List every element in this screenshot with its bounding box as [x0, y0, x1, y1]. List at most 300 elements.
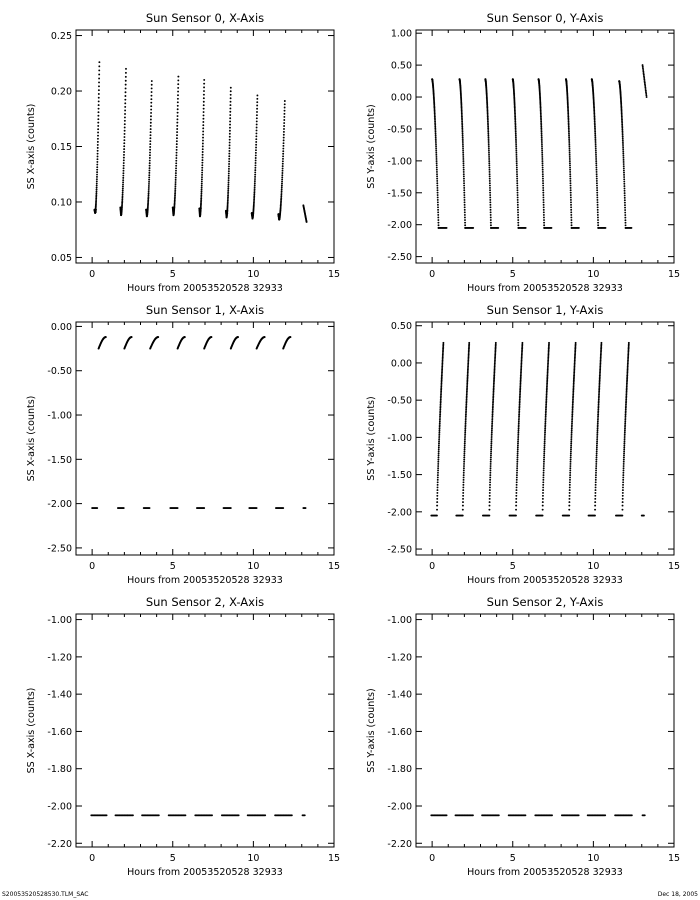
- data-point: [437, 479, 439, 481]
- data-point: [542, 476, 544, 478]
- data-point: [227, 191, 229, 193]
- data-point: [177, 91, 179, 93]
- data-point: [624, 207, 626, 209]
- data-point: [624, 197, 626, 199]
- data-point: [434, 127, 436, 129]
- data-point: [517, 443, 519, 445]
- data-point: [545, 409, 547, 411]
- data-point: [464, 449, 466, 451]
- data-point: [490, 457, 492, 459]
- data-point: [624, 430, 626, 432]
- data-point: [490, 222, 492, 224]
- data-point: [572, 407, 574, 409]
- data-point: [237, 336, 239, 338]
- data-point: [462, 489, 464, 491]
- data-point: [124, 106, 126, 108]
- data-point: [628, 342, 630, 344]
- data-point: [122, 177, 124, 179]
- data-point: [622, 495, 624, 497]
- data-point: [253, 192, 255, 194]
- data-point: [462, 136, 464, 138]
- data-point: [595, 158, 597, 160]
- data-point: [489, 182, 491, 184]
- data-point: [174, 196, 176, 198]
- data-point: [595, 154, 597, 156]
- data-point: [570, 194, 572, 196]
- data-point: [122, 179, 124, 181]
- data-point: [623, 167, 625, 169]
- data-point: [575, 342, 577, 344]
- data-point: [438, 431, 440, 433]
- data-point: [184, 814, 186, 816]
- data-point: [516, 489, 518, 491]
- data-point: [516, 171, 518, 173]
- data-point: [465, 402, 467, 404]
- data-point: [462, 501, 464, 503]
- data-point: [568, 140, 570, 142]
- data-point: [463, 194, 465, 196]
- data-point: [515, 140, 517, 142]
- chart-title: Sun Sensor 0, X-Axis: [145, 11, 265, 25]
- data-point: [621, 122, 623, 124]
- data-point: [515, 509, 517, 511]
- data-point: [279, 215, 281, 217]
- data-point: [625, 403, 627, 405]
- data-point: [463, 197, 465, 199]
- data-point: [623, 455, 625, 457]
- data-point: [596, 171, 598, 173]
- data-point: [622, 474, 624, 476]
- data-point: [491, 428, 493, 430]
- data-point: [544, 422, 546, 424]
- data-point: [202, 121, 204, 123]
- data-point: [121, 209, 123, 211]
- data-point: [95, 196, 97, 198]
- data-point: [437, 189, 439, 191]
- data-point: [572, 410, 574, 412]
- data-point: [542, 180, 544, 182]
- data-point: [571, 430, 573, 432]
- data-point: [598, 397, 600, 399]
- data-point: [596, 197, 598, 199]
- data-point: [623, 176, 625, 178]
- data-point: [177, 112, 179, 114]
- data-point: [203, 94, 205, 96]
- data-point: [439, 409, 441, 411]
- data-point: [150, 98, 152, 100]
- data-point: [492, 399, 494, 401]
- data-point: [254, 178, 256, 180]
- data-point: [597, 209, 599, 211]
- data-point: [625, 399, 627, 401]
- data-point: [568, 146, 570, 148]
- data-point: [96, 507, 98, 509]
- data-point: [202, 140, 204, 142]
- data-point: [149, 149, 151, 151]
- data-point: [149, 143, 151, 145]
- data-point: [517, 194, 519, 196]
- data-point: [544, 437, 546, 439]
- data-point: [545, 421, 547, 423]
- data-point: [595, 461, 597, 463]
- data-point: [569, 167, 571, 169]
- data-point: [438, 437, 440, 439]
- data-point: [542, 492, 544, 494]
- data-point: [150, 102, 152, 104]
- data-point: [228, 181, 230, 183]
- data-point: [255, 144, 257, 146]
- x-tick-label: 15: [667, 269, 681, 280]
- data-point: [541, 150, 543, 152]
- data-point: [569, 470, 571, 472]
- data-point: [106, 814, 108, 816]
- data-point: [282, 163, 284, 165]
- data-point: [151, 87, 153, 89]
- data-point: [543, 453, 545, 455]
- data-point: [253, 197, 255, 199]
- data-point: [595, 144, 597, 146]
- data-point: [595, 150, 597, 152]
- data-point: [594, 126, 596, 128]
- data-point: [490, 451, 492, 453]
- data-point: [202, 134, 204, 136]
- data-point: [176, 154, 178, 156]
- data-point: [604, 814, 606, 816]
- data-point: [436, 495, 438, 497]
- data-point: [597, 410, 599, 412]
- data-point: [202, 148, 204, 150]
- data-point: [624, 214, 626, 216]
- x-tick-label: 5: [509, 561, 516, 572]
- data-point: [229, 142, 231, 144]
- data-point: [184, 336, 186, 338]
- data-point: [438, 453, 440, 455]
- data-point: [489, 169, 491, 171]
- y-tick-label: -2.20: [47, 838, 72, 850]
- data-point: [437, 461, 439, 463]
- data-point: [643, 515, 645, 517]
- data-point: [570, 182, 572, 184]
- data-point: [546, 397, 548, 399]
- data-point: [463, 463, 465, 465]
- data-point: [226, 212, 228, 214]
- data-point: [436, 171, 438, 173]
- data-point: [570, 219, 572, 221]
- data-series: [430, 342, 645, 517]
- data-point: [97, 150, 99, 152]
- data-point: [515, 148, 517, 150]
- y-axis-label: SS X-axis (counts): [26, 687, 37, 774]
- data-point: [492, 414, 494, 416]
- data-point: [541, 154, 543, 156]
- data-point: [595, 463, 597, 465]
- data-point: [487, 126, 489, 128]
- data-point: [571, 222, 573, 224]
- data-point: [624, 424, 626, 426]
- data-point: [542, 164, 544, 166]
- data-point: [439, 415, 441, 417]
- data-point: [622, 155, 624, 157]
- data-point: [644, 82, 646, 84]
- data-point: [463, 187, 465, 189]
- data-point: [123, 165, 125, 167]
- data-point: [624, 419, 626, 421]
- data-point: [488, 509, 490, 511]
- data-point: [465, 414, 467, 416]
- data-point: [105, 336, 107, 338]
- data-point: [540, 119, 542, 121]
- data-point: [437, 465, 439, 467]
- data-point: [623, 459, 625, 461]
- data-point: [487, 127, 489, 129]
- x-tick-label: 15: [327, 561, 341, 572]
- data-point: [256, 95, 258, 97]
- data-point: [544, 431, 546, 433]
- data-point: [645, 91, 647, 93]
- data-point: [437, 214, 439, 216]
- data-point: [201, 176, 203, 178]
- data-point: [437, 204, 439, 206]
- data-point: [624, 426, 626, 428]
- data-point: [489, 476, 491, 478]
- data-point: [446, 814, 448, 816]
- data-point: [542, 484, 544, 486]
- data-point: [462, 152, 464, 154]
- data-point: [436, 180, 438, 182]
- data-point: [516, 479, 518, 481]
- data-point: [435, 152, 437, 154]
- data-point: [594, 124, 596, 126]
- data-point: [596, 431, 598, 433]
- data-point: [491, 422, 493, 424]
- data-point: [571, 414, 573, 416]
- data-point: [491, 439, 493, 441]
- data-point: [596, 199, 598, 201]
- data-point: [304, 814, 306, 816]
- data-point: [491, 430, 493, 432]
- data-point: [542, 194, 544, 196]
- data-point: [148, 193, 150, 195]
- data-point: [541, 134, 543, 136]
- data-point: [595, 486, 597, 488]
- chart-panel-1: [366, 11, 680, 294]
- data-point: [519, 397, 521, 399]
- data-point: [571, 422, 573, 424]
- data-point: [568, 129, 570, 131]
- data-point: [177, 79, 179, 81]
- data-point: [438, 433, 440, 435]
- data-point: [622, 147, 624, 149]
- data-point: [201, 174, 203, 176]
- data-point: [568, 133, 570, 135]
- data-point: [516, 486, 518, 488]
- data-point: [290, 336, 292, 338]
- data-point: [256, 108, 258, 110]
- data-point: [462, 138, 464, 140]
- x-tick-label: 5: [509, 853, 516, 864]
- data-point: [488, 142, 490, 144]
- data-point: [570, 206, 572, 208]
- data-point: [464, 426, 466, 428]
- data-point: [437, 476, 439, 478]
- data-point: [570, 461, 572, 463]
- data-point: [492, 407, 494, 409]
- data-point: [489, 175, 491, 177]
- data-point: [489, 187, 491, 189]
- data-point: [571, 421, 573, 423]
- y-tick-label: 0.00: [390, 92, 412, 104]
- data-point: [622, 492, 624, 494]
- x-tick-label: 0: [429, 853, 436, 864]
- data-point: [123, 148, 125, 150]
- data-point: [623, 170, 625, 172]
- data-point: [540, 122, 542, 124]
- data-point: [463, 476, 465, 478]
- data-point: [256, 507, 258, 509]
- x-tick-label: 0: [429, 269, 436, 280]
- data-point: [121, 207, 123, 209]
- data-point: [465, 417, 467, 419]
- data-point: [151, 80, 153, 82]
- data-point: [595, 479, 597, 481]
- data-point: [623, 181, 625, 183]
- x-tick-label: 0: [429, 561, 436, 572]
- data-point: [256, 111, 258, 113]
- data-point: [203, 104, 205, 106]
- data-point: [203, 114, 205, 116]
- data-point: [255, 160, 257, 162]
- data-point: [515, 144, 517, 146]
- data-point: [436, 173, 438, 175]
- y-axis-label: SS Y-axis (counts): [366, 688, 377, 773]
- data-point: [487, 134, 489, 136]
- data-point: [569, 150, 571, 152]
- data-point: [546, 395, 548, 397]
- data-point: [572, 395, 574, 397]
- data-point: [598, 405, 600, 407]
- data-point: [487, 122, 489, 124]
- data-point: [461, 129, 463, 131]
- data-point: [518, 412, 520, 414]
- data-point: [489, 189, 491, 191]
- data-point: [622, 132, 624, 134]
- data-point: [228, 183, 230, 185]
- data-point: [228, 153, 230, 155]
- data-series: [430, 814, 645, 816]
- data-point: [541, 515, 543, 517]
- data-point: [176, 125, 178, 127]
- data-point: [622, 141, 624, 143]
- data-point: [254, 167, 256, 169]
- data-point: [596, 180, 598, 182]
- data-point: [438, 449, 440, 451]
- data-point: [624, 217, 626, 219]
- data-point: [544, 435, 546, 437]
- data-point: [517, 441, 519, 443]
- data-point: [569, 180, 571, 182]
- data-point: [622, 501, 624, 503]
- y-tick-label: -2.00: [387, 801, 412, 813]
- data-point: [97, 141, 99, 143]
- data-point: [624, 421, 626, 423]
- data-point: [543, 451, 545, 453]
- data-point: [436, 185, 438, 187]
- data-point: [123, 154, 125, 156]
- data-point: [439, 430, 441, 432]
- data-point: [435, 140, 437, 142]
- data-point: [596, 441, 598, 443]
- data-point: [435, 133, 437, 135]
- data-point: [643, 74, 645, 76]
- data-point: [438, 457, 440, 459]
- data-point: [282, 167, 284, 169]
- y-tick-label: -1.00: [47, 615, 72, 627]
- data-point: [463, 453, 465, 455]
- data-point: [284, 110, 286, 112]
- data-point: [518, 415, 520, 417]
- data-point: [489, 479, 491, 481]
- data-point: [440, 395, 442, 397]
- data-point: [203, 111, 205, 113]
- data-point: [229, 117, 231, 119]
- data-point: [594, 495, 596, 497]
- data-point: [488, 167, 490, 169]
- data-point: [597, 409, 599, 411]
- data-point: [541, 131, 543, 133]
- data-point: [624, 441, 626, 443]
- data-point: [435, 150, 437, 152]
- x-tick-label: 10: [587, 269, 600, 280]
- y-tick-label: 0.05: [50, 252, 72, 264]
- data-point: [283, 131, 285, 133]
- data-point: [436, 167, 438, 169]
- data-point: [622, 149, 624, 151]
- data-point: [597, 211, 599, 213]
- data-point: [254, 186, 256, 188]
- data-point: [437, 470, 439, 472]
- footer-date: Dec 18, 2005: [657, 891, 698, 898]
- data-point: [176, 137, 178, 139]
- data-point: [462, 156, 464, 158]
- data-point: [281, 185, 283, 187]
- data-point: [543, 474, 545, 476]
- data-point: [519, 395, 521, 397]
- data-point: [254, 190, 256, 192]
- data-point: [463, 162, 465, 164]
- data-point: [281, 172, 283, 174]
- data-point: [228, 158, 230, 160]
- data-point: [541, 140, 543, 142]
- data-point: [570, 185, 572, 187]
- data-point: [624, 199, 626, 201]
- data-point: [284, 100, 286, 102]
- data-point: [597, 417, 599, 419]
- y-axis-label: SS X-axis (counts): [26, 103, 37, 190]
- data-point: [517, 217, 519, 219]
- data-point: [543, 447, 545, 449]
- data-point: [227, 196, 229, 198]
- data-point: [123, 159, 125, 161]
- data-point: [624, 204, 626, 206]
- data-point: [200, 194, 202, 196]
- data-point: [515, 124, 517, 126]
- data-point: [516, 461, 518, 463]
- data-point: [572, 399, 574, 401]
- data-point: [462, 140, 464, 142]
- data-point: [517, 201, 519, 203]
- data-point: [464, 224, 466, 226]
- data-point: [255, 132, 257, 134]
